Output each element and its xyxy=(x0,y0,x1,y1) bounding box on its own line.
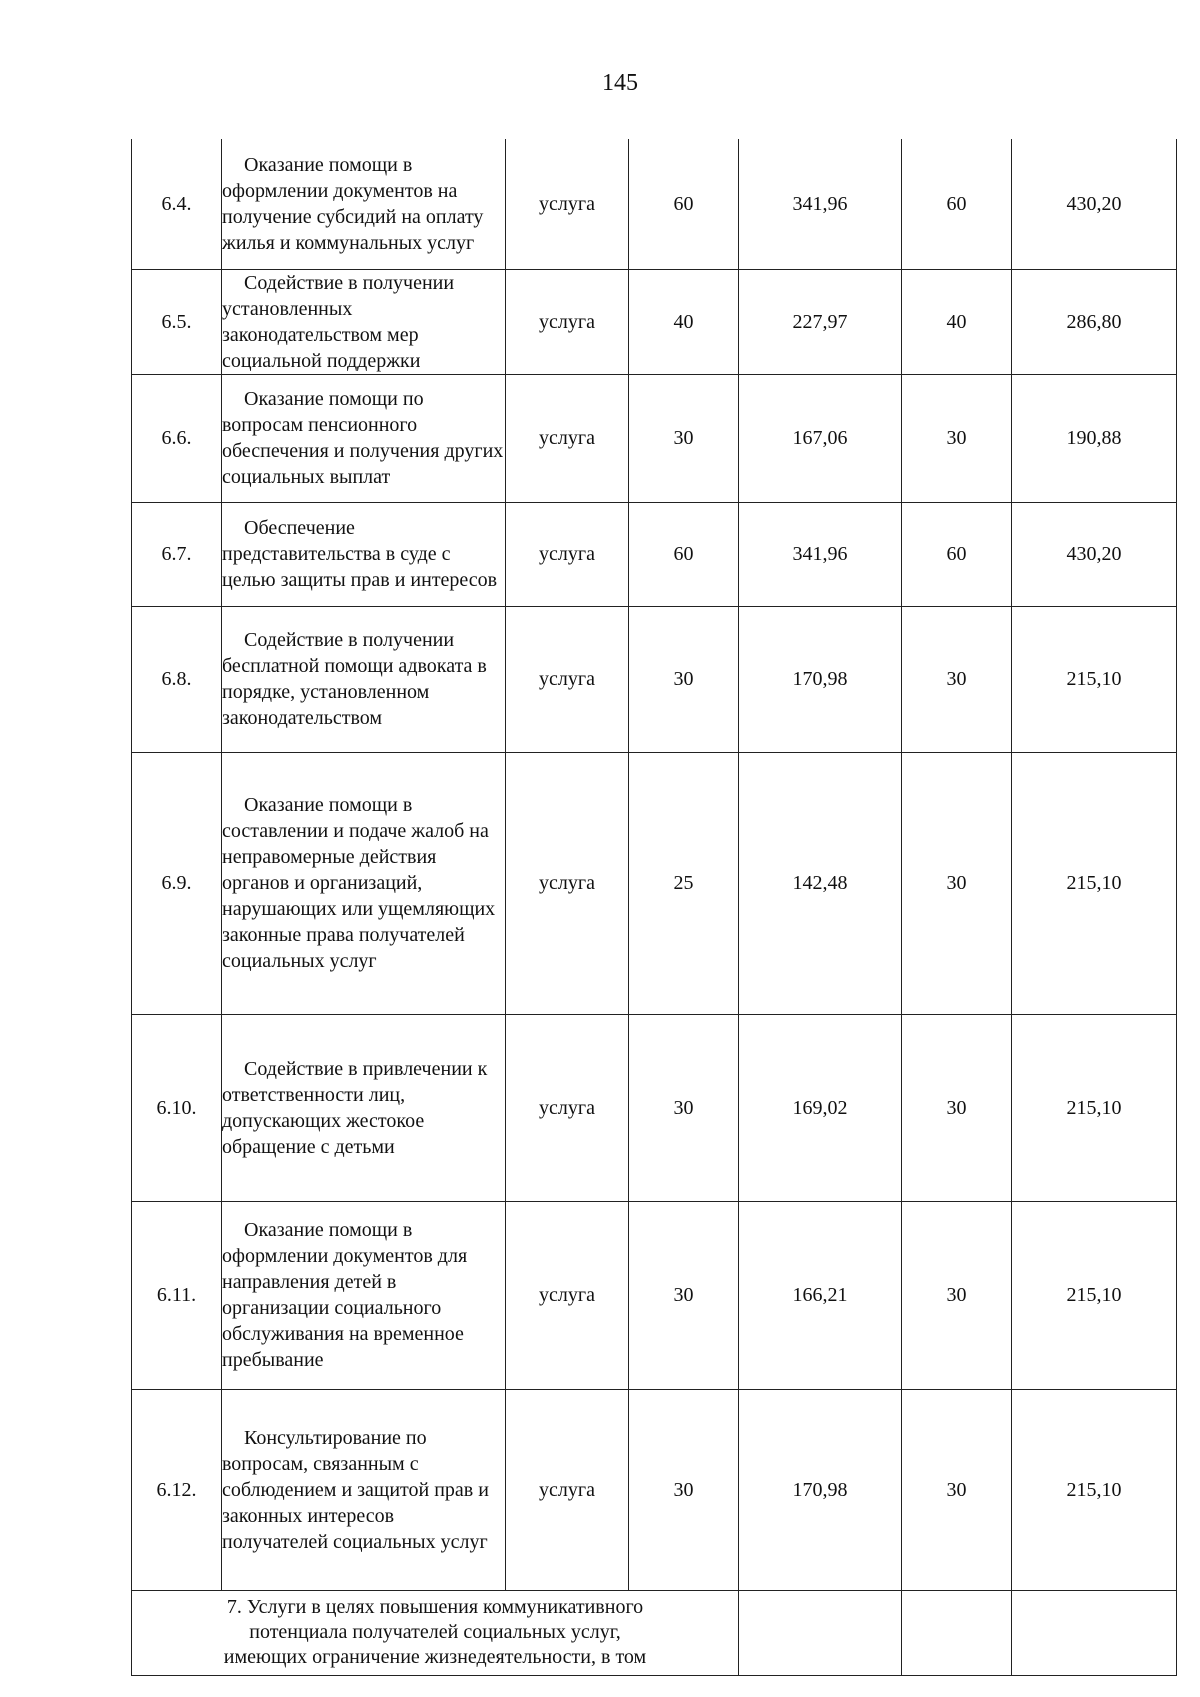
value-cell: 30 xyxy=(902,606,1012,752)
value-cell: 170,98 xyxy=(739,1389,902,1590)
unit-cell: услуга xyxy=(506,374,629,502)
value-cell: 30 xyxy=(902,1201,1012,1389)
table-row xyxy=(132,606,1177,752)
value-cell: 30 xyxy=(629,1389,739,1590)
service-name: Оказание помощи в оформлении документов на получение субсидий на оплату жилья и коммунальных услуг xyxy=(222,139,506,269)
unit-cell: услуга xyxy=(506,139,629,269)
value-cell: 30 xyxy=(902,1389,1012,1590)
unit-cell: услуга xyxy=(506,1389,629,1590)
value-cell: 25 xyxy=(629,752,739,1014)
row-number: 6.8. xyxy=(132,606,222,752)
unit-cell: услуга xyxy=(506,502,629,606)
value-cell: 215,10 xyxy=(1012,1014,1177,1201)
value-cell: 30 xyxy=(629,374,739,502)
table-row xyxy=(132,1389,1177,1590)
value-cell: 169,02 xyxy=(739,1014,902,1201)
service-name: Содействие в получении бесплатной помощи адвоката в порядке, установленном законодательством xyxy=(222,606,506,752)
service-name: Оказание помощи по вопросам пенсионного обеспечения и получения других социальных выплат xyxy=(222,374,506,502)
row-number: 6.6. xyxy=(132,374,222,502)
row-number: 6.5. xyxy=(132,269,222,374)
value-cell: 215,10 xyxy=(1012,752,1177,1014)
row-number: 6.11. xyxy=(132,1201,222,1389)
row-number: 6.10. xyxy=(132,1014,222,1201)
unit-cell: услуга xyxy=(506,1201,629,1389)
table-row xyxy=(132,1201,1177,1389)
section-row xyxy=(132,1590,1177,1675)
table-row xyxy=(132,139,1177,269)
empty-cell xyxy=(739,1590,902,1675)
table-row xyxy=(132,502,1177,606)
table-row xyxy=(132,374,1177,502)
row-number: 6.12. xyxy=(132,1389,222,1590)
service-name: Оказание помощи в оформлении документов для направления детей в организации социального обслуживания на временное пребывание xyxy=(222,1201,506,1389)
value-cell: 40 xyxy=(629,269,739,374)
value-cell: 30 xyxy=(629,1201,739,1389)
value-cell: 227,97 xyxy=(739,269,902,374)
row-number: 6.4. xyxy=(132,139,222,269)
services-table xyxy=(131,139,1177,1676)
service-name: Оказание помощи в составлении и подаче жалоб на неправомерные действия органов и организаций, нарушающих или ущемляющих законные права получателей социальных услуг xyxy=(222,752,506,1014)
unit-cell: услуга xyxy=(506,269,629,374)
row-number: 6.9. xyxy=(132,752,222,1014)
service-name: Содействие в привлечении к ответственности лиц, допускающих жестокое обращение с детьми xyxy=(222,1014,506,1201)
unit-cell: услуга xyxy=(506,752,629,1014)
table-row xyxy=(132,752,1177,1014)
value-cell: 60 xyxy=(629,502,739,606)
value-cell: 30 xyxy=(902,752,1012,1014)
value-cell: 430,20 xyxy=(1012,502,1177,606)
value-cell: 215,10 xyxy=(1012,1389,1177,1590)
unit-cell: услуга xyxy=(506,1014,629,1201)
value-cell: 170,98 xyxy=(739,606,902,752)
page-number: 145 xyxy=(602,70,638,96)
empty-cell xyxy=(1012,1590,1177,1675)
service-name: Содействие в получении установленных законодательством мер социальной поддержки xyxy=(222,269,506,374)
table-row xyxy=(132,1014,1177,1201)
value-cell: 142,48 xyxy=(739,752,902,1014)
value-cell: 167,06 xyxy=(739,374,902,502)
value-cell: 30 xyxy=(902,374,1012,502)
value-cell: 166,21 xyxy=(739,1201,902,1389)
service-name: Обеспечение представительства в суде с целью защиты прав и интересов xyxy=(222,502,506,606)
table-row xyxy=(132,269,1177,374)
value-cell: 286,80 xyxy=(1012,269,1177,374)
value-cell: 190,88 xyxy=(1012,374,1177,502)
unit-cell: услуга xyxy=(506,606,629,752)
value-cell: 60 xyxy=(902,139,1012,269)
value-cell: 341,96 xyxy=(739,502,902,606)
value-cell: 60 xyxy=(629,139,739,269)
section-heading: 7. Услуги в целях повышения коммуникативного потенциала получателей социальных услуг, имеющих ограничение жизнедеятельности, в том xyxy=(132,1590,739,1675)
value-cell: 60 xyxy=(902,502,1012,606)
value-cell: 40 xyxy=(902,269,1012,374)
value-cell: 215,10 xyxy=(1012,606,1177,752)
service-name: Консультирование по вопросам, связанным с соблюдением и защитой прав и законных интересов получателей социальных услуг xyxy=(222,1389,506,1590)
value-cell: 30 xyxy=(629,606,739,752)
value-cell: 30 xyxy=(902,1014,1012,1201)
value-cell: 341,96 xyxy=(739,139,902,269)
value-cell: 30 xyxy=(629,1014,739,1201)
value-cell: 430,20 xyxy=(1012,139,1177,269)
empty-cell xyxy=(902,1590,1012,1675)
row-number: 6.7. xyxy=(132,502,222,606)
value-cell: 215,10 xyxy=(1012,1201,1177,1389)
